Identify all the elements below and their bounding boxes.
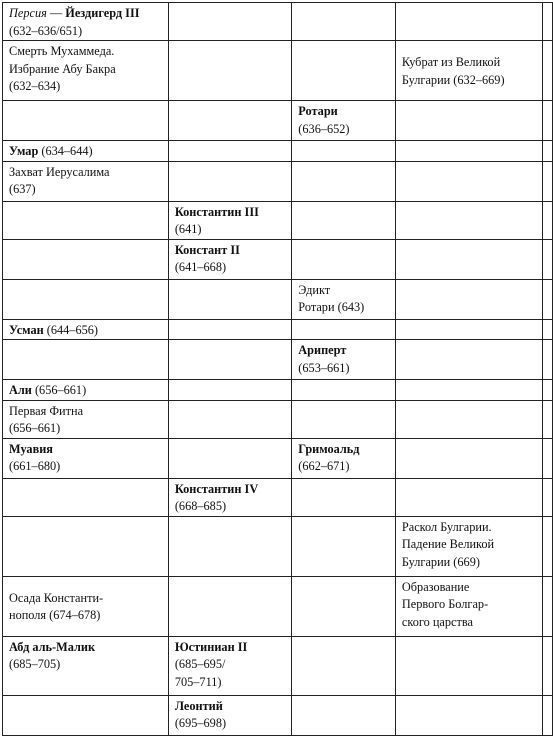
cell-extra	[543, 695, 553, 735]
cell-text: Захват Иерусалима	[9, 164, 110, 179]
table-row	[3, 340, 553, 380]
table-row	[3, 239, 553, 279]
cell-bulgaria	[395, 576, 542, 636]
cell-byzantium	[168, 101, 291, 141]
cell-text: (637)	[9, 182, 36, 196]
table-row	[3, 478, 553, 516]
cell-byzantium	[168, 201, 291, 239]
cell-persia-caliphate	[3, 340, 169, 380]
cell-lombards	[292, 239, 396, 279]
cell-persia-caliphate	[3, 636, 169, 695]
cell-lombards	[292, 636, 396, 695]
cell-extra	[543, 478, 553, 516]
ruler-name: Муавия	[9, 441, 53, 456]
cell-persia-caliphate	[3, 161, 169, 201]
cell-persia-caliphate	[3, 516, 169, 576]
cell-byzantium	[168, 41, 291, 101]
cell-extra	[543, 201, 553, 239]
cell-text: (632–636/651)	[9, 23, 83, 38]
cell-extra	[543, 141, 553, 162]
cell-bulgaria	[395, 478, 542, 516]
cell-extra	[543, 279, 553, 319]
ruler-name: Умар	[9, 144, 39, 158]
table-body	[3, 3, 553, 736]
cell-bulgaria	[395, 380, 542, 401]
cell-line	[298, 342, 392, 360]
chronology-table	[2, 2, 553, 736]
ruler-name: Константин III	[174, 204, 259, 219]
cell-byzantium	[168, 695, 291, 735]
cell-line	[9, 403, 165, 421]
cell-bulgaria	[395, 438, 542, 478]
cell-lombards	[292, 695, 396, 735]
cell-extra	[543, 636, 553, 695]
cell-text: Падение Великой	[401, 537, 495, 551]
ruler-name: Усман	[9, 322, 44, 337]
table-row	[3, 201, 553, 239]
ruler-name: Константин IV	[174, 481, 259, 496]
cell-persia-caliphate	[3, 141, 169, 162]
cell-text: 705–711)	[174, 674, 222, 689]
table-row	[3, 438, 553, 478]
cell-line	[9, 181, 165, 199]
cell-byzantium	[168, 516, 291, 576]
cell-line	[402, 554, 539, 572]
cell-persia-caliphate	[3, 239, 169, 279]
cell-bulgaria	[395, 340, 542, 380]
cell-byzantium	[168, 161, 291, 201]
cell-text: (632–634)	[9, 79, 61, 93]
table-row	[3, 101, 553, 141]
cell-text: Эдикт	[298, 282, 331, 297]
cell-text: (641)	[174, 222, 202, 236]
cell-line	[9, 164, 165, 182]
cell-bulgaria	[395, 400, 542, 438]
cell-bulgaria	[395, 279, 542, 319]
cell-line	[9, 656, 165, 674]
cell-persia-caliphate	[3, 201, 169, 239]
cell-lombards	[292, 576, 396, 636]
cell-text: (641–668)	[174, 260, 227, 274]
cell-line	[175, 498, 288, 516]
cell-line	[9, 458, 165, 476]
cell-line	[175, 674, 288, 692]
cell-text: Избрание Абу Бакра	[9, 61, 116, 76]
cell-lombards	[292, 161, 396, 201]
cell-bulgaria	[395, 161, 542, 201]
cell-text: ского царства	[401, 614, 473, 629]
cell-text: нополя (674–678)	[9, 608, 101, 622]
table-row	[3, 516, 553, 576]
cell-line	[298, 299, 392, 317]
cell-text: (685–695/	[174, 657, 226, 671]
cell-bulgaria	[395, 695, 542, 735]
table-row	[3, 279, 553, 319]
cell-line	[298, 121, 392, 139]
cell-line	[298, 458, 392, 476]
cell-lombards	[292, 3, 396, 41]
cell-text: (644–656)	[43, 322, 98, 337]
ruler-name: Али	[9, 383, 32, 397]
cell-text: (653–661)	[298, 360, 350, 375]
cell-text: Ротари (643)	[298, 300, 365, 314]
cell-byzantium	[168, 636, 291, 695]
cell-extra	[543, 161, 553, 201]
cell-line	[298, 360, 392, 378]
cell-bulgaria	[395, 239, 542, 279]
cell-line	[175, 204, 288, 222]
cell-extra	[543, 380, 553, 401]
cell-lombards	[292, 319, 396, 340]
cell-extra	[543, 576, 553, 636]
cell-persia-caliphate	[3, 319, 169, 340]
cell-lombards	[292, 516, 396, 576]
cell-byzantium	[168, 400, 291, 438]
cell-line	[402, 519, 539, 537]
cell-line	[175, 698, 288, 716]
cell-lombards	[292, 400, 396, 438]
cell-text: (656–661)	[31, 383, 87, 397]
cell-byzantium	[168, 319, 291, 340]
cell-line	[298, 441, 392, 459]
ruler-name: Абд аль-Малик	[9, 639, 96, 654]
cell-extra	[543, 319, 553, 340]
cell-line	[175, 715, 288, 733]
state-name: Персия	[9, 6, 47, 20]
cell-extra	[543, 101, 553, 141]
cell-lombards	[292, 380, 396, 401]
cell-extra	[543, 340, 553, 380]
cell-lombards	[292, 279, 396, 319]
cell-line	[175, 221, 288, 239]
cell-line	[175, 656, 288, 674]
cell-line	[9, 61, 165, 79]
ruler-name: Леонтий	[174, 698, 223, 713]
cell-persia-caliphate	[3, 101, 169, 141]
cell-text: Смерть Мухаммеда.	[9, 44, 115, 58]
cell-extra	[543, 3, 553, 41]
cell-text: (668–685)	[174, 499, 227, 513]
table-row	[3, 380, 553, 401]
cell-byzantium	[168, 340, 291, 380]
cell-bulgaria	[395, 101, 542, 141]
cell-text: Осада Константи-	[9, 590, 104, 605]
cell-line	[9, 143, 165, 161]
cell-line	[402, 596, 539, 614]
cell-persia-caliphate	[3, 279, 169, 319]
cell-persia-caliphate	[3, 576, 169, 636]
cell-lombards	[292, 101, 396, 141]
cell-line	[9, 23, 165, 41]
cell-persia-caliphate	[3, 478, 169, 516]
cell-extra	[543, 239, 553, 279]
table-row	[3, 695, 553, 735]
cell-text: Кубрат из Великой	[401, 55, 501, 69]
cell-extra	[543, 41, 553, 101]
table-row	[3, 3, 553, 41]
cell-text: (661–680)	[9, 459, 61, 473]
cell-persia-caliphate	[3, 400, 169, 438]
ruler-name: Констант II	[174, 242, 240, 257]
cell-extra	[543, 400, 553, 438]
cell-lombards	[292, 438, 396, 478]
cell-line	[298, 103, 392, 121]
cell-persia-caliphate	[3, 695, 169, 735]
cell-line	[175, 259, 288, 277]
cell-text: Образование	[401, 579, 470, 594]
cell-lombards	[292, 41, 396, 101]
table-row	[3, 141, 553, 162]
cell-text: —	[46, 6, 66, 20]
cell-bulgaria	[395, 41, 542, 101]
cell-persia-caliphate	[3, 41, 169, 101]
cell-line	[298, 282, 392, 300]
cell-line	[9, 590, 165, 608]
cell-line	[175, 481, 288, 499]
cell-lombards	[292, 141, 396, 162]
cell-lombards	[292, 340, 396, 380]
cell-line	[402, 54, 539, 72]
table-row	[3, 161, 553, 201]
cell-line	[175, 242, 288, 260]
cell-line	[9, 78, 165, 96]
cell-line	[402, 614, 539, 632]
cell-line	[9, 43, 165, 61]
cell-text: Первая Фитна	[9, 403, 84, 418]
cell-bulgaria	[395, 3, 542, 41]
cell-line	[9, 382, 165, 400]
cell-text: (636–652)	[298, 121, 350, 136]
cell-text: Первого Болгар-	[401, 597, 489, 611]
cell-extra	[543, 438, 553, 478]
cell-text: Булгарии (632–669)	[401, 72, 505, 87]
ruler-name: Юстиниан II	[174, 639, 248, 654]
cell-text: (695–698)	[174, 716, 227, 730]
cell-text: (685–705)	[9, 657, 61, 671]
cell-byzantium	[168, 576, 291, 636]
cell-byzantium	[168, 478, 291, 516]
cell-persia-caliphate	[3, 3, 169, 41]
cell-byzantium	[168, 239, 291, 279]
cell-persia-caliphate	[3, 438, 169, 478]
cell-byzantium	[168, 380, 291, 401]
cell-byzantium	[168, 279, 291, 319]
cell-line	[9, 420, 165, 438]
cell-line	[402, 536, 539, 554]
ruler-name: Ариперт	[298, 343, 347, 357]
cell-text: (656–661)	[9, 421, 61, 435]
table-row	[3, 41, 553, 101]
cell-text: (634–644)	[38, 144, 93, 158]
cell-line	[402, 579, 539, 597]
cell-byzantium	[168, 438, 291, 478]
cell-bulgaria	[395, 141, 542, 162]
table-row	[3, 319, 553, 340]
cell-bulgaria	[395, 636, 542, 695]
cell-line	[9, 607, 165, 625]
cell-lombards	[292, 478, 396, 516]
cell-persia-caliphate	[3, 380, 169, 401]
cell-line	[9, 322, 165, 340]
ruler-name: Йездигерд III	[65, 6, 140, 20]
table-row	[3, 400, 553, 438]
cell-extra	[543, 516, 553, 576]
ruler-name: Гримоальд	[298, 441, 360, 456]
cell-text: (662–671)	[298, 459, 350, 473]
table-row	[3, 576, 553, 636]
table-row	[3, 636, 553, 695]
cell-lombards	[292, 201, 396, 239]
cell-bulgaria	[395, 201, 542, 239]
cell-line	[402, 72, 539, 90]
ruler-name: Ротари	[298, 104, 338, 118]
cell-byzantium	[168, 141, 291, 162]
cell-bulgaria	[395, 319, 542, 340]
cell-text: Булгарии (669)	[401, 554, 480, 569]
cell-line	[9, 5, 165, 23]
cell-bulgaria	[395, 516, 542, 576]
cell-text: Раскол Булгарии.	[401, 519, 492, 534]
cell-byzantium	[168, 3, 291, 41]
cell-line	[175, 639, 288, 657]
cell-line	[9, 639, 165, 657]
cell-line	[9, 441, 165, 459]
